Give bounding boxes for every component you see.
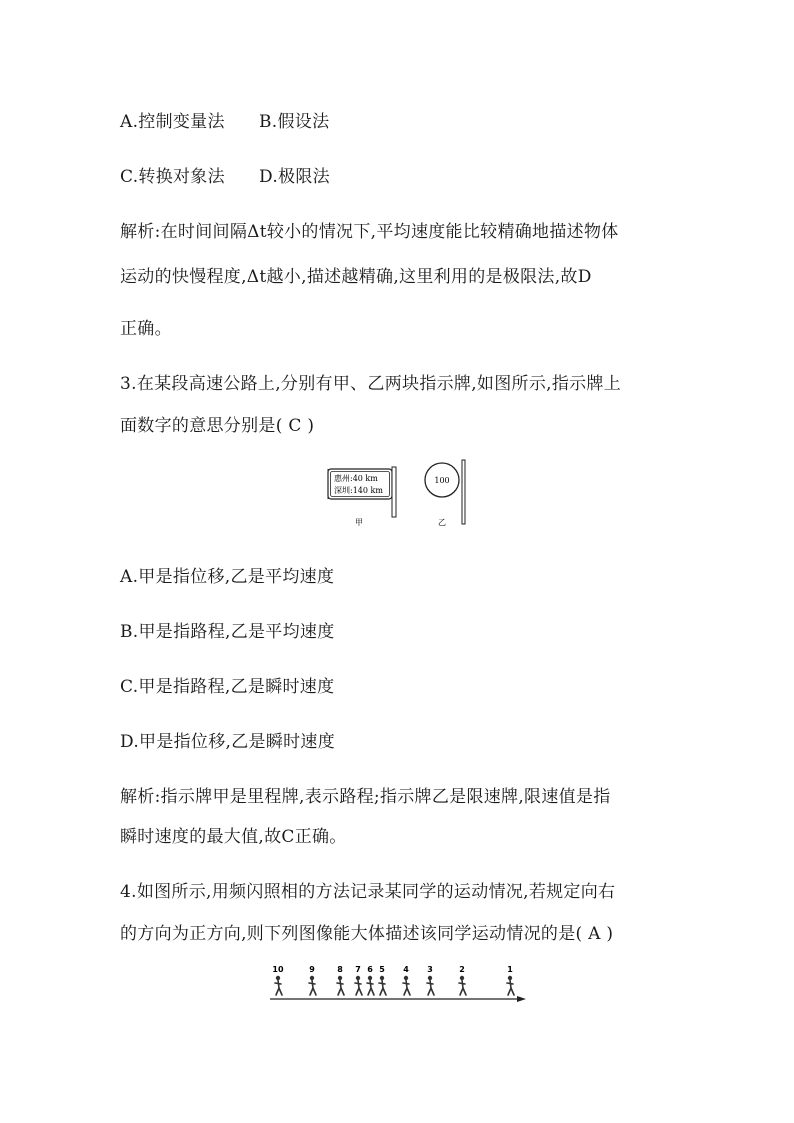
q2-option-b: B.假设法 [259, 112, 330, 132]
frame-label: 7 [355, 965, 361, 974]
q3-option-d: D.甲是指位移,乙是瞬时速度 [120, 732, 336, 752]
q2-option-a: A.控制变量法 [120, 112, 225, 132]
q3-stem-line2: 面数字的意思分别是( C ) [120, 416, 315, 436]
q4-stem-line1: 4.如图所示,用频闪照相的方法记录某同学的运动情况,若规定向右 [120, 882, 616, 902]
runner-figure [403, 976, 410, 995]
runner-figure [337, 976, 344, 995]
frame-label: 8 [337, 965, 343, 974]
sign-jia-line2: 深圳:140 km [334, 486, 383, 495]
frame-label: 2 [459, 965, 465, 974]
sign-yi-label: 乙 [438, 518, 446, 527]
q3-stem-line1: 3.在某段高速公路上,分别有甲、乙两块指示牌,如图所示,指示牌上 [120, 374, 622, 394]
q3-option-c: C.甲是指路程,乙是瞬时速度 [120, 677, 335, 697]
frame-label: 6 [367, 965, 373, 974]
q2-option-d: D.极限法 [259, 167, 330, 187]
runner-figure [355, 976, 362, 995]
q3-analysis-line1: 解析:指示牌甲是里程牌,表示路程;指示牌乙是限速牌,限速值是指 [120, 787, 611, 807]
frame-label: 5 [379, 965, 385, 974]
sign-yi [425, 460, 465, 527]
runner-figure [379, 976, 386, 995]
q2-analysis-line3: 正确。 [120, 319, 172, 339]
q3-option-b: B.甲是指路程,乙是平均速度 [120, 622, 335, 642]
runner-figure [459, 976, 466, 995]
frame-label: 3 [427, 965, 433, 974]
q4-stem-line2: 的方向为正方向,则下列图像能大体描述该同学运动情况的是( A ) [120, 924, 614, 944]
q3-analysis-line2: 瞬时速度的最大值,故C正确。 [120, 827, 347, 847]
frame-label: 4 [403, 965, 409, 974]
strobe-axis-arrow [517, 996, 526, 1002]
frame-label: 1 [507, 965, 513, 974]
q2-analysis-line1: 解析:在时间间隔Δt较小的情况下,平均速度能比较精确地描述物体 [120, 222, 619, 242]
q2-analysis-line2: 运动的快慢程度,Δt越小,描述越精确,这里利用的是极限法,故D [120, 267, 592, 287]
q3-figure-signs [320, 458, 480, 530]
frame-label: 10 [272, 965, 284, 974]
q2-option-c: C.转换对象法 [120, 167, 225, 187]
runner-figure [275, 976, 282, 995]
frame-label: 9 [309, 965, 315, 974]
runner-figure [507, 976, 514, 995]
sign-yi-value: 100 [434, 476, 450, 485]
runner-figure [367, 976, 374, 995]
q4-figure-strobe [262, 962, 532, 1006]
runner-figure [309, 976, 316, 995]
sign-jia [328, 467, 396, 527]
sign-jia-line1: 惠州:40 km [334, 474, 378, 483]
runner-figure [427, 976, 434, 995]
q3-option-a: A.甲是指位移,乙是平均速度 [120, 567, 335, 587]
sign-jia-label: 甲 [355, 518, 363, 527]
